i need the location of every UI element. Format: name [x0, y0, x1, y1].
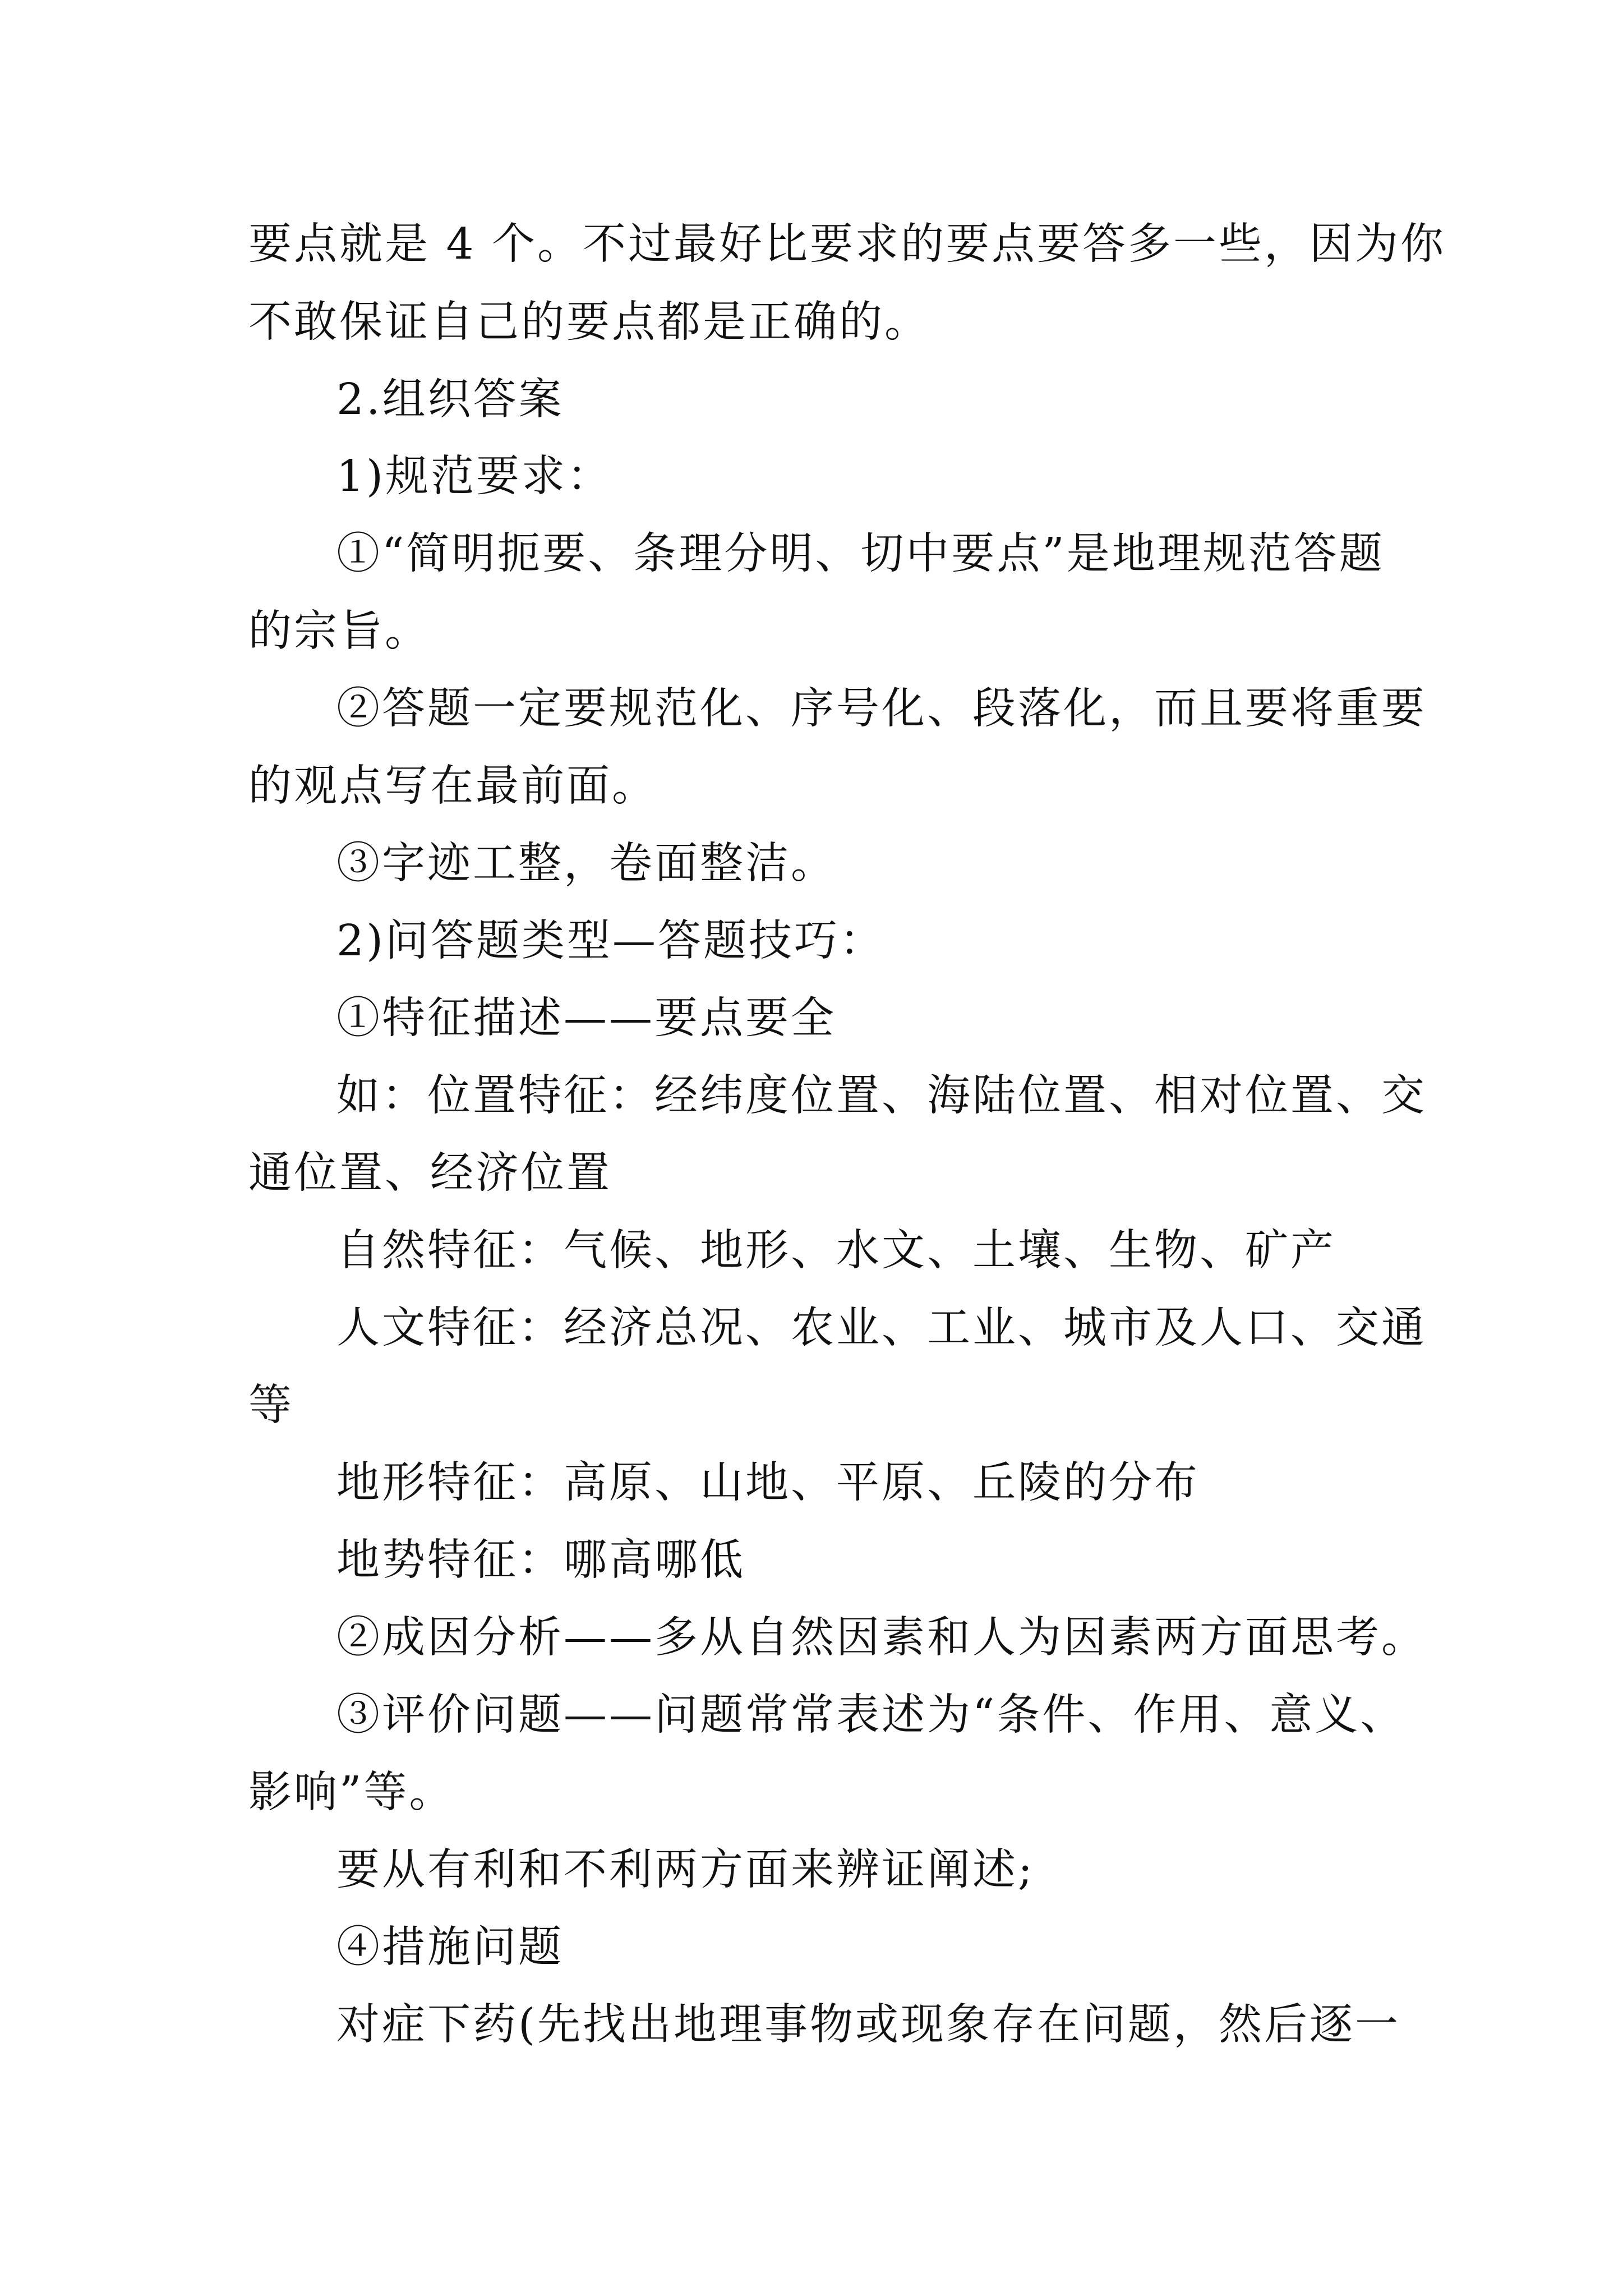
text-line-17: 地形特征：高原、山地、平原、丘陵的分布: [336, 1458, 1200, 1508]
text-line-12: 如：位置特征：经纬度位置、海陆位置、相对位置、交: [336, 1071, 1427, 1121]
text-line-2: 不敢保证自己的要点都是正确的。: [248, 297, 930, 347]
text-line-5: ①“简明扼要、条理分明、切中要点”是地理规范答题: [336, 529, 1385, 579]
text-line-7: ②答题一定要规范化、序号化、段落化，而且要将重要: [336, 684, 1427, 734]
subsection-heading: 1)规范要求：: [336, 452, 613, 501]
text-line-24: 对症下药(先找出地理事物或现象存在问题，然后逐一: [336, 2000, 1401, 2050]
section-heading: 2.组织答案: [336, 375, 564, 425]
text-line-6: 的宗旨。: [248, 606, 430, 656]
text-line-16: 等: [248, 1381, 294, 1430]
text-line-9: ③字迹工整，卷面整洁。: [336, 839, 836, 889]
text-line-20: ③评价问题——问题常常表述为“条件、作用、意义、: [336, 1690, 1406, 1740]
text-line-15: 人文特征：经济总况、农业、工业、城市及人口、交通: [336, 1303, 1427, 1353]
text-line-22: 要从有利和不利两方面来辨证阐述;: [336, 1845, 1035, 1895]
text-line-14: 自然特征：气候、地形、水文、土壤、生物、矿产: [336, 1226, 1336, 1276]
text-line-13: 通位置、经济位置: [248, 1148, 612, 1198]
text-line-21: 影响”等。: [248, 1768, 455, 1818]
text-line-18: 地势特征：哪高哪低: [336, 1535, 745, 1585]
text-line-8: 的观点写在最前面。: [248, 761, 657, 811]
text-line-1: 要点就是 4 个。不过最好比要求的要点要答多一些，因为你: [248, 219, 1446, 269]
text-line-11: ①特征描述——要点要全: [336, 993, 836, 1043]
subsection-heading-2: 2)问答题类型—答题技巧：: [336, 916, 886, 966]
text-line-19: ②成因分析——多从自然因素和人为因素两方面思考。: [336, 1613, 1427, 1663]
text-line-23: ④措施问题: [336, 1922, 564, 1972]
